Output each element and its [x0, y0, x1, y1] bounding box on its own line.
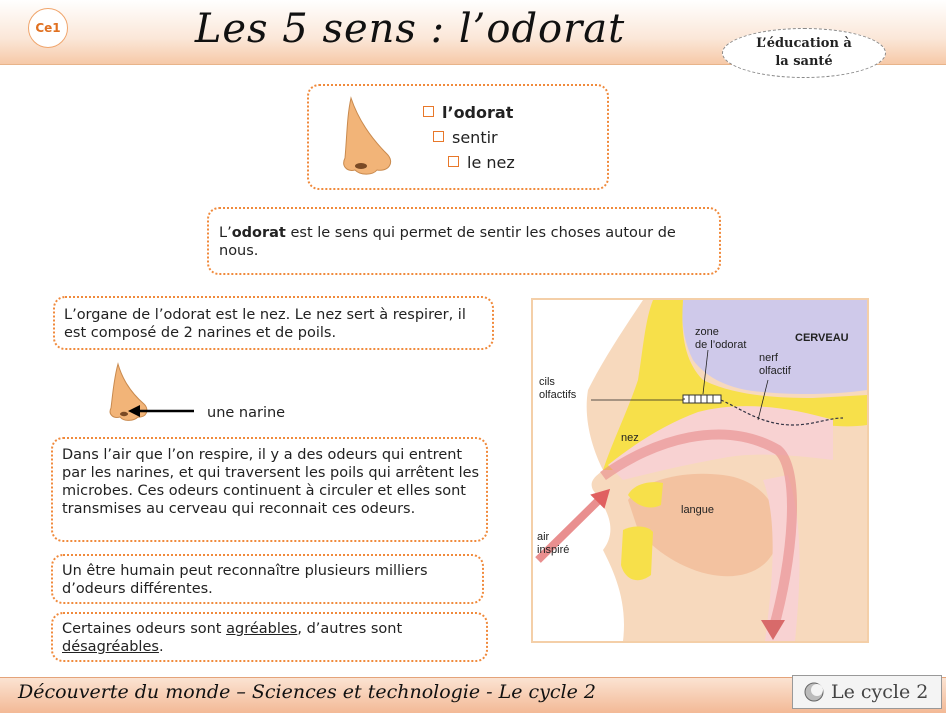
capacity-text: Un être humain peut reconnaître plusieurs milliers d’odeurs différentes.: [62, 563, 428, 597]
vocab-item-nez: le nez: [423, 150, 515, 175]
organ-text: L’organe de l’odorat est le nez. Le nez sert à respirer, il est composé de 2 narines et de poils.: [64, 307, 466, 341]
checkbox-icon: [423, 106, 434, 117]
footer-text: Découverte du monde – Sciences et technologie - Le cycle 2: [18, 681, 596, 703]
label-langue: langue: [681, 504, 715, 516]
arrow-icon: [126, 403, 196, 419]
label-cils: cils olfactifs: [539, 376, 577, 401]
cycle-logo: [792, 675, 942, 709]
process-text: Dans l’air que l’on respire, il y a des odeurs qui entrent par les narines, et qui traversent les poils qui arrêtent les microbes. Ces odeurs continuent à circuler et elles sont transmises au cerveau qui reconnait ces odeurs.: [62, 447, 480, 517]
organ-box: [53, 296, 494, 350]
process-box: [51, 437, 488, 542]
subject-line-2: la santé: [775, 54, 833, 69]
capacity-box: [51, 554, 484, 604]
pleasant-box: [51, 612, 488, 662]
pleasant-text: Certaines odeurs sont agréables, d’autres sont désagréables.: [62, 621, 403, 655]
checkbox-icon: [448, 156, 459, 167]
vocab-item-sentir: sentir: [423, 125, 515, 150]
vocab-box: [307, 84, 609, 190]
nose-icon: [329, 96, 399, 176]
vocab-item-odorat: l’odorat: [423, 100, 515, 125]
narine-label: une narine: [207, 405, 286, 421]
level-badge: Ce1: [28, 8, 68, 48]
definition-text: L’odorat est le sens qui permet de sentir les choses autour de nous.: [219, 225, 676, 259]
subject-line-1: L’éducation à: [756, 36, 852, 51]
checkbox-icon: [433, 131, 444, 142]
subject-ellipse: [722, 28, 886, 78]
nose-anatomy-diagram: [531, 298, 869, 643]
logo-text: Le cycle 2: [831, 681, 929, 703]
label-cerveau: CERVEAU: [795, 332, 849, 344]
definition-box: [207, 207, 721, 275]
label-nerf: nerf olfactif: [759, 352, 791, 377]
page-title: Les 5 sens : l’odorat: [194, 6, 626, 52]
label-zone: zone de l’odorat: [695, 326, 747, 351]
label-air: air inspiré: [537, 531, 570, 556]
label-nez: nez: [621, 432, 639, 444]
logo-icon: [803, 681, 825, 703]
